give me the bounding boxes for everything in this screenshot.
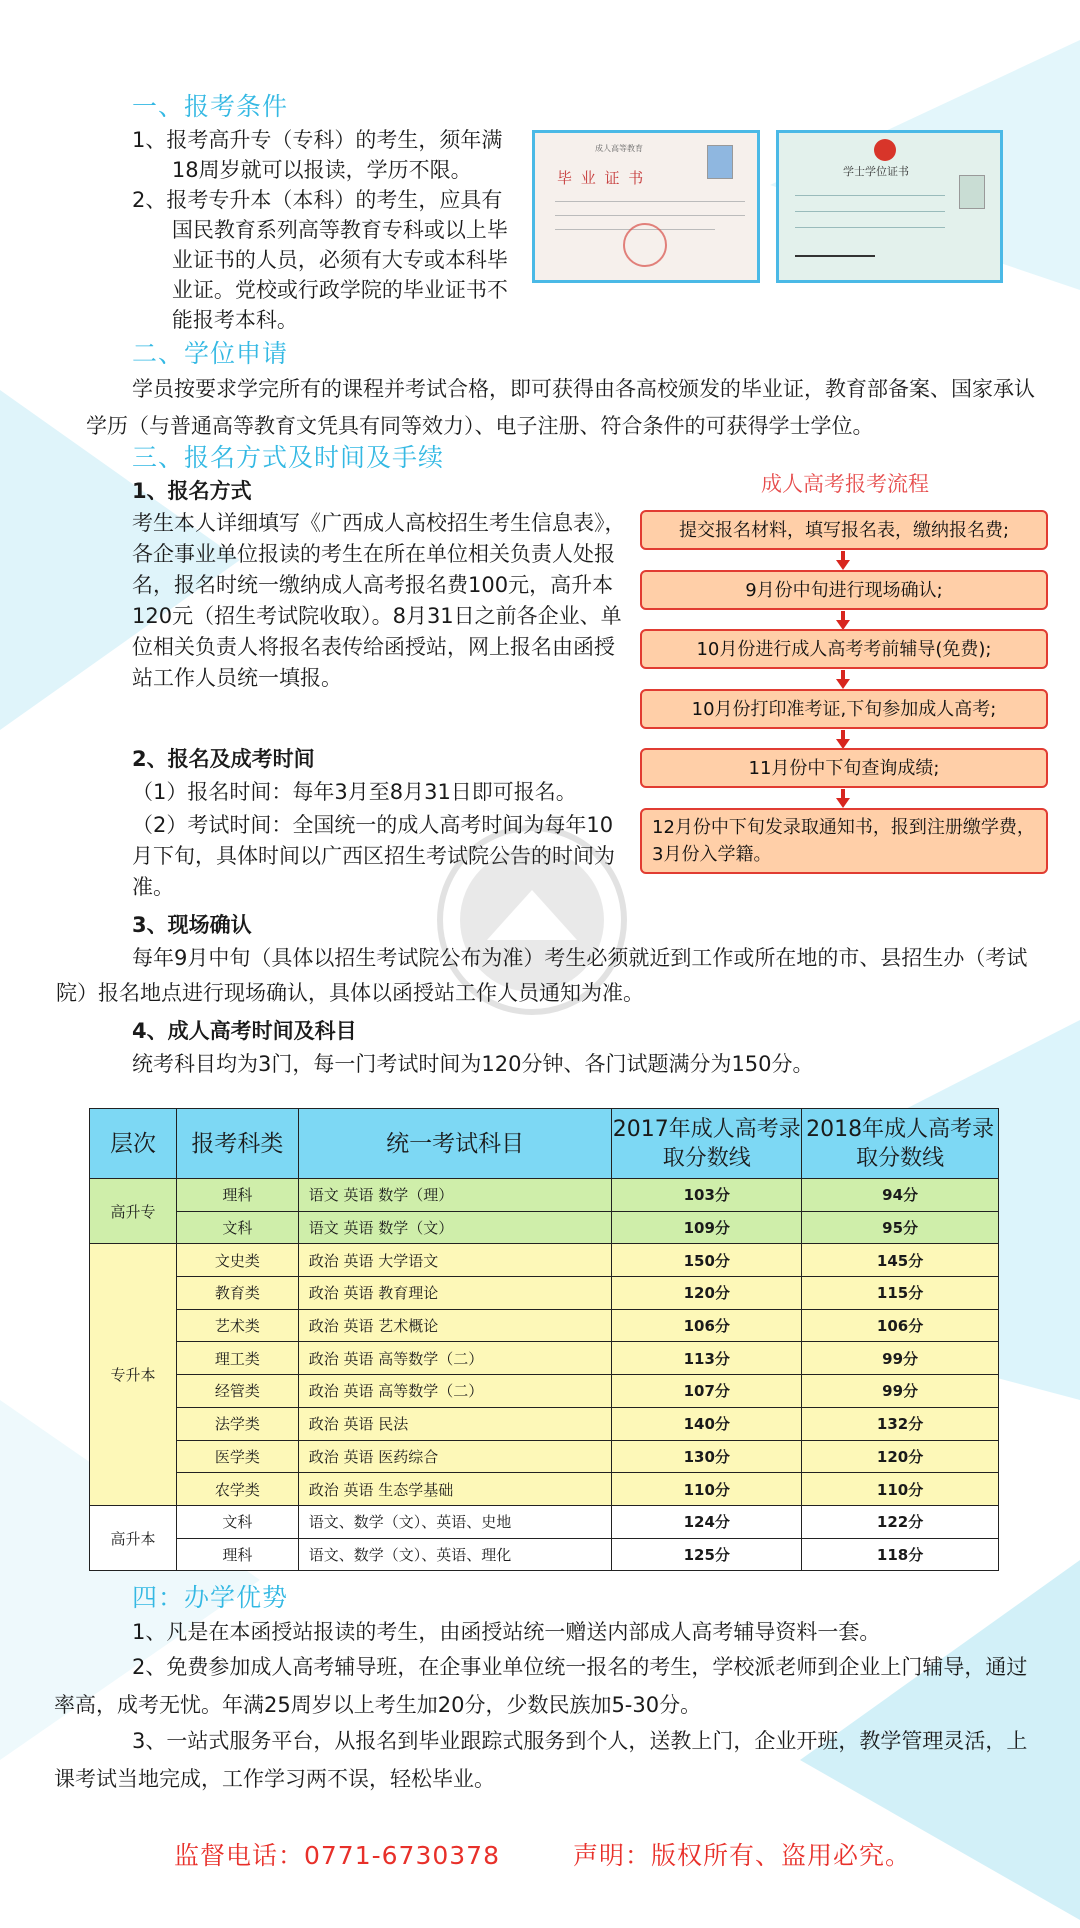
score-2018-cell: 115分 (802, 1277, 999, 1310)
score-2018-cell: 120分 (802, 1440, 999, 1473)
cert1-header: 成人高等教育 (595, 144, 643, 153)
cert2-title: 学士学位证书 (843, 165, 909, 178)
flow-arrow-icon (836, 551, 850, 571)
section-title-degree: 二、学位申请 (132, 339, 289, 368)
copyright-notice: 声明：版权所有、盗用必究。 (573, 1841, 912, 1870)
photo-placeholder-2 (959, 175, 985, 209)
score-2017-cell: 120分 (612, 1277, 802, 1310)
table-row (90, 1179, 999, 1212)
category-cell: 理工类 (176, 1342, 298, 1375)
flow-title: 成人高考报考流程 (761, 472, 929, 496)
sub-title-time: 2、报名及成考时间 (132, 747, 315, 771)
table-row (90, 1505, 999, 1538)
score-2017-cell: 113分 (612, 1342, 802, 1375)
score-2018-cell: 110分 (802, 1473, 999, 1506)
condition-item-1: 1、报考高升专（专科）的考生，须年满18周岁就可以报读，学历不限。 (132, 128, 503, 182)
score-2018-cell: 99分 (802, 1342, 999, 1375)
score-2018-cell: 95分 (802, 1211, 999, 1244)
category-cell: 法学类 (176, 1407, 298, 1440)
score-2017-cell: 150分 (612, 1244, 802, 1277)
score-2018-cell: 132分 (802, 1407, 999, 1440)
score-2018-cell: 106分 (802, 1309, 999, 1342)
score-2017-cell: 130分 (612, 1440, 802, 1473)
category-cell: 经管类 (176, 1375, 298, 1408)
subjects-text: 统考科目均为3门，每一门考试时间为120分钟、各门试题满分为150分。 (132, 1052, 814, 1076)
score-2017-cell: 110分 (612, 1473, 802, 1506)
level-cell: 高升本 (90, 1505, 177, 1570)
score-2017-cell: 125分 (612, 1538, 802, 1571)
level-cell: 高升专 (90, 1179, 177, 1244)
graduation-certificate-image (532, 130, 760, 283)
table-row (90, 1244, 999, 1277)
category-cell: 文史类 (176, 1244, 298, 1277)
score-2017-cell: 124分 (612, 1505, 802, 1538)
section-title-conditions: 一、报考条件 (132, 92, 289, 121)
category-cell: 艺术类 (176, 1309, 298, 1342)
header-score-2018: 2018年成人高考录取分数线 (802, 1109, 999, 1179)
flow-step-1: 提交报名材料，填写报名表，缴纳报名费; (640, 510, 1048, 550)
table-row (90, 1342, 999, 1375)
subjects-cell: 政治 英语 民法 (298, 1407, 612, 1440)
table-row (90, 1538, 999, 1571)
advantage-item-2: 2、免费参加成人高考辅导班，在企事业单位统一报名的考生，学校派老师到企业上门辅导，通过率高，成考无忧。年满25周岁以上考生加20分，少数民族加5-30分。 (54, 1655, 1028, 1717)
subjects-cell: 语文 英语 数学（文） (298, 1211, 612, 1244)
photo-placeholder (707, 145, 733, 179)
subjects-cell: 政治 英语 大学语文 (298, 1244, 612, 1277)
emblem-icon (874, 139, 896, 161)
flow-step-2: 9月份中旬进行现场确认; (640, 570, 1048, 610)
section-title-registration: 三、报名方式及时间及手续 (132, 443, 445, 472)
supervision-phone: 监督电话：0771-6730378 (174, 1841, 500, 1870)
category-cell: 教育类 (176, 1277, 298, 1310)
level-cell: 专升本 (90, 1244, 177, 1506)
table-row (90, 1473, 999, 1506)
registration-method-text: 考生本人详细填写《广西成人高校招生考生信息表》，各企事业单位报读的考生在所在单位相关负责人处报名，报名时统一缴纳成人高考报名费100元，高升本120元（招生考试院收取）。8月31日之前各企业、单位相关负责人将报名表传给函授站，网上报名由函授站工作人员统一填报。 (132, 511, 626, 690)
score-2018-cell: 122分 (802, 1505, 999, 1538)
category-cell: 理科 (176, 1538, 298, 1571)
header-score-2017: 2017年成人高考录取分数线 (612, 1109, 802, 1179)
category-cell: 医学类 (176, 1440, 298, 1473)
advantage-item-3: 3、一站式服务平台，从报名到毕业跟踪式服务到个人，送教上门，企业开班，教学管理灵活，上课考试当地完成，工作学习两不误，轻松毕业。 (54, 1729, 1028, 1791)
table-header-row (90, 1109, 999, 1179)
flow-step-4: 10月份打印准考证,下旬参加成人高考; (640, 689, 1048, 729)
flow-arrow-icon (836, 670, 850, 690)
red-seal (623, 223, 667, 267)
category-cell: 理科 (176, 1179, 298, 1212)
table-row (90, 1440, 999, 1473)
header-category: 报考科类 (176, 1109, 298, 1179)
table-row (90, 1277, 999, 1310)
category-cell: 文科 (176, 1211, 298, 1244)
confirm-text: 每年9月中旬（具体以招生考试院公布为准）考生必须就近到工作或所在地的市、县招生办（考试院）报名地点进行现场确认，具体以函授站工作人员通知为准。 (56, 946, 1028, 1005)
subjects-cell: 政治 英语 高等数学（二） (298, 1375, 612, 1408)
score-2018-cell: 118分 (802, 1538, 999, 1571)
header-subjects: 统一考试科目 (298, 1109, 612, 1179)
subjects-cell: 政治 英语 生态学基础 (298, 1473, 612, 1506)
flow-step-5: 11月份中下旬查询成绩; (640, 748, 1048, 788)
score-2017-cell: 140分 (612, 1407, 802, 1440)
condition-item-2: 2、报考专升本（本科）的考生，应具有国民教育系列高等教育专科或以上毕业证书的人员，必须有大专或本科毕业证。党校或行政学院的毕业证书不能报考本科。 (132, 188, 508, 332)
table-row (90, 1309, 999, 1342)
table-row (90, 1211, 999, 1244)
flow-arrow-icon (836, 611, 850, 631)
subjects-cell: 政治 英语 艺术概论 (298, 1309, 612, 1342)
cert1-title: 毕 业 证 书 (557, 169, 646, 187)
score-2018-cell: 94分 (802, 1179, 999, 1212)
sub-title-subjects: 4、成人高考时间及科目 (132, 1019, 357, 1043)
degree-text: 学员按要求学完所有的课程并考试合格，即可获得由各高校颁发的毕业证，教育部备案、国家承认学历（与普通高等教育文凭具有同等效力）、电子注册、符合条件的可获得学士学位。 (86, 377, 1035, 438)
flow-step-6: 12月份中下旬发录取通知书，报到注册缴学费，3月份入学籍。 (640, 808, 1048, 874)
score-2017-cell: 106分 (612, 1309, 802, 1342)
subjects-cell: 语文、数学（文）、英语、理化 (298, 1538, 612, 1571)
header-level: 层次 (90, 1109, 177, 1179)
table-row (90, 1375, 999, 1408)
score-2017-cell: 107分 (612, 1375, 802, 1408)
subjects-cell: 政治 英语 医药综合 (298, 1440, 612, 1473)
subjects-cell: 政治 英语 高等数学（二） (298, 1342, 612, 1375)
section-title-advantages: 四：办学优势 (132, 1583, 289, 1612)
category-cell: 农学类 (176, 1473, 298, 1506)
score-table (89, 1108, 999, 1571)
sub-title-confirm: 3、现场确认 (132, 913, 252, 937)
score-2018-cell: 99分 (802, 1375, 999, 1408)
exam-time-text: （2）考试时间：全国统一的成人高考时间为每年10月下旬，具体时间以广西区招生考试院公告的时间为准。 (132, 813, 615, 899)
registration-time-text: （1）报名时间：每年3月至8月31日即可报名。 (132, 780, 577, 804)
flow-step-3: 10月份进行成人高考考前辅导(免费); (640, 629, 1048, 669)
degree-certificate-image (776, 130, 1003, 283)
sub-title-method: 1、报名方式 (132, 479, 252, 503)
subjects-cell: 语文 英语 数学（理） (298, 1179, 612, 1212)
score-2017-cell: 103分 (612, 1179, 802, 1212)
subjects-cell: 政治 英语 教育理论 (298, 1277, 612, 1310)
score-2017-cell: 109分 (612, 1211, 802, 1244)
flow-arrow-icon (836, 730, 850, 750)
subjects-cell: 语文、数学（文）、英语、史地 (298, 1505, 612, 1538)
advantage-item-1: 1、凡是在本函授站报读的考生，由函授站统一赠送内部成人高考辅导资料一套。 (132, 1620, 881, 1644)
table-row (90, 1407, 999, 1440)
score-2018-cell: 145分 (802, 1244, 999, 1277)
flow-arrow-icon (836, 789, 850, 809)
category-cell: 文科 (176, 1505, 298, 1538)
